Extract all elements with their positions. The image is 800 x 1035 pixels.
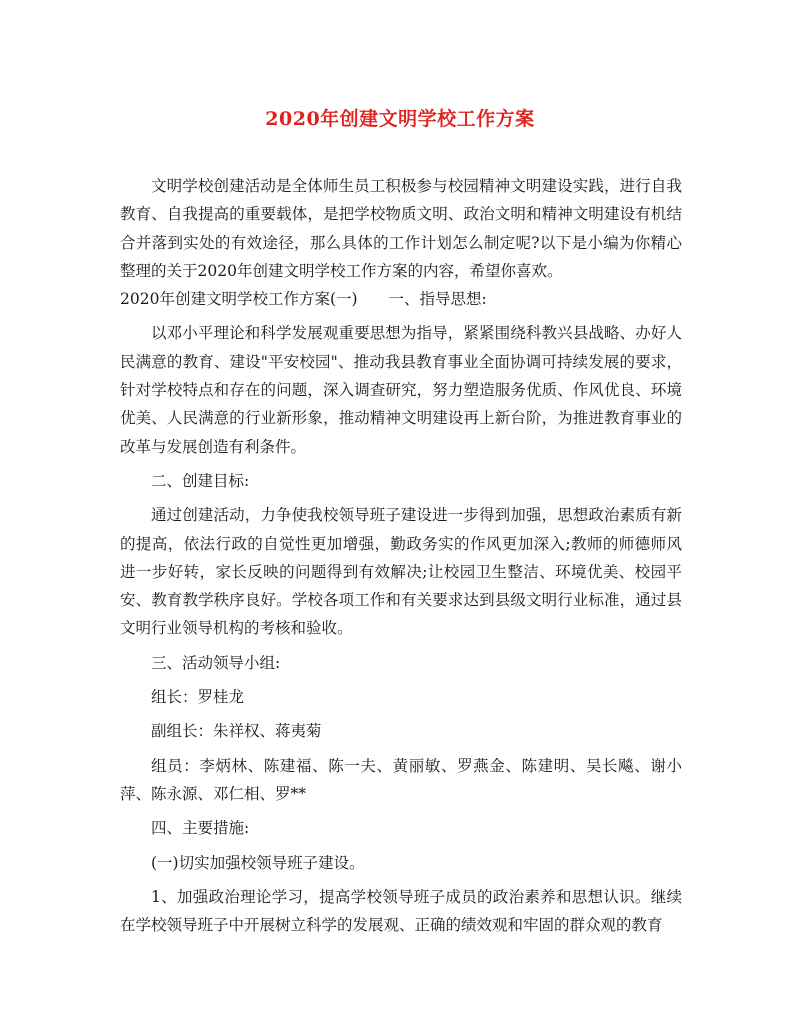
- heading-leadership-group: 三、活动领导小组:: [151, 653, 281, 672]
- group-leader: 组长：罗桂龙: [151, 688, 245, 707]
- document-title: 2020年创建文明学校工作方案: [265, 108, 535, 130]
- deputy-group-leader: 副组长：朱祥权、蒋夷菊: [151, 722, 322, 741]
- heading-main-measures: 四、主要措施:: [151, 819, 250, 838]
- guiding-ideology-paragraph: 以邓小平理论和科学发展观重要思想为指导，紧紧围绕科教兴县战略、办好人民满意的教育、建设"平安校园"、推动我县教育事业全面协调可持续发展的要求，针对学校特点和存在的问题，深入调查研究，努力塑造服务优质、作风优良、环境优美、人民满意的行业新形象，推动精神文明建设再上新台阶，为推进教育事业的改革与发展创造有利条件。: [120, 324, 682, 456]
- document-body: [120, 172, 682, 939]
- measure-one-heading: (一)切实加强校领导班子建设。: [151, 853, 365, 872]
- creation-goals-paragraph: 通过创建活动，力争使我校领导班子建设进一步得到加强，思想政治素质有新的提高，依法行政的自觉性更加增强，勤政务实的作风更加深入;教师的师德师风进一步好转，家长反映的问题得到有效解决;让校园卫生整洁、环境优美、校园平安、教育教学秩序良好。学校各项工作和有关要求达到县级文明行业标准，通过县文明行业领导机构的考核和验收。: [120, 506, 682, 638]
- group-members: 组员：李炳林、陈建福、陈一夫、黄丽敏、罗燕金、陈建明、吴长飚、谢小萍、陈永源、邓仁相、罗**: [120, 756, 682, 803]
- intro-paragraph: 文明学校创建活动是全体师生员工积极参与校园精神文明建设实践，进行自我教育、自我提高的重要载体，是把学校物质文明、政治文明和精神文明建设有机结合并落到实处的有效途径，那么具体的工作计划怎么制定呢?以下是小编为你精心整理的关于2020年创建文明学校工作方案的内容，希望你喜欢。: [120, 177, 682, 280]
- section-heading-plan-one: 2020年创建文明学校工作方案(一) 一、指导思想:: [120, 290, 487, 309]
- heading-creation-goals: 二、创建目标:: [151, 471, 250, 490]
- measure-one-item-one: 1、加强政治理论学习，提高学校领导班子成员的政治素养和思想认识。继续在学校领导班子中开展树立科学的发展观、正确的绩效观和牢固的群众观的教育: [120, 887, 682, 935]
